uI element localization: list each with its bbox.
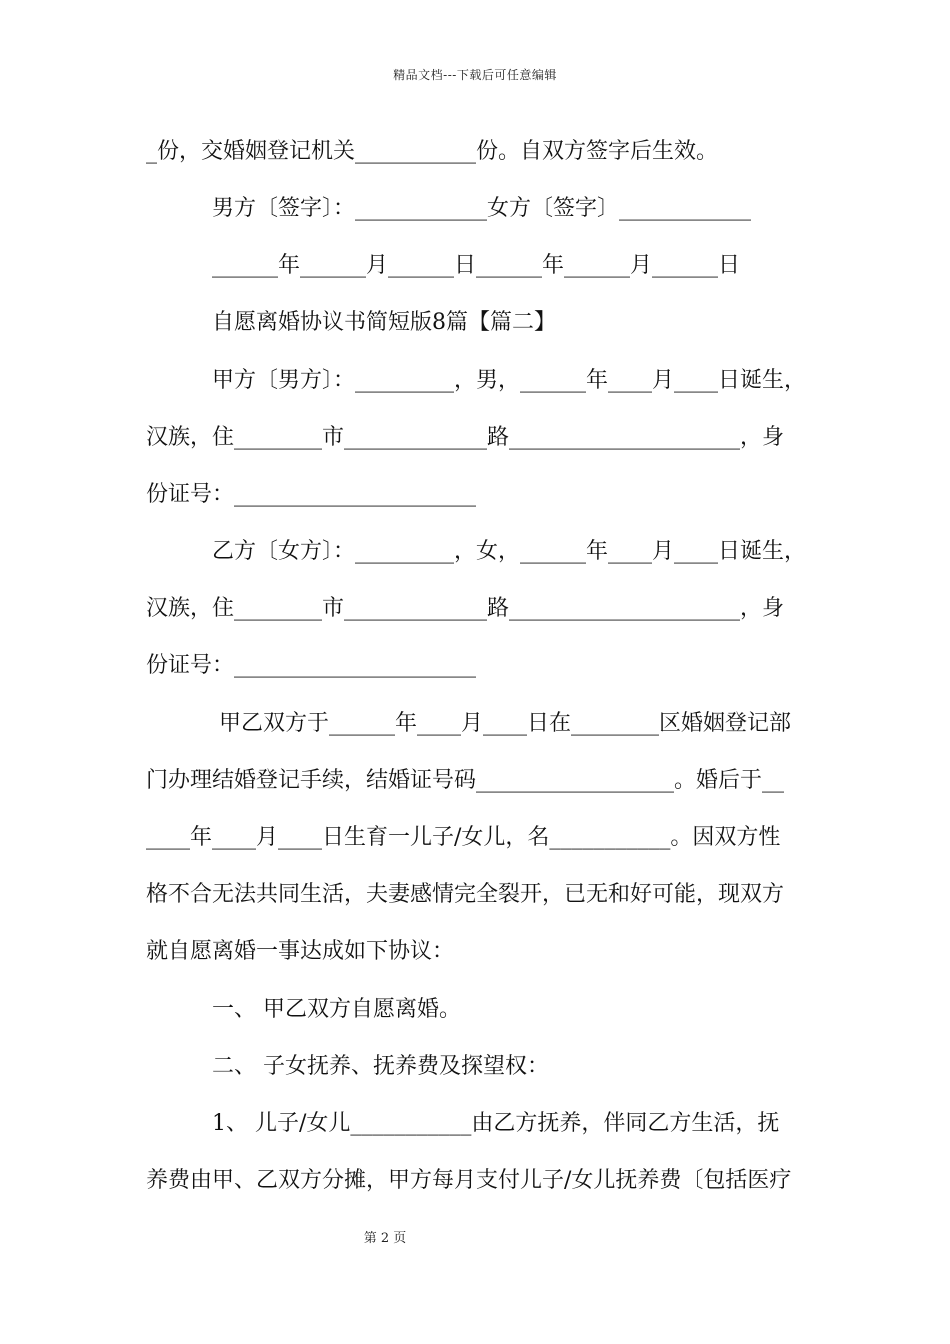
text-line: 甲方〔男方〕：_________，男，______年____月____日诞生， [212, 368, 807, 393]
text-line: 汉族，住________市_____________路_____________________，身 [146, 596, 785, 621]
clause-2: 二、 子女抚养、抚养费及探望权： [212, 1054, 549, 1079]
text-line: 乙方〔女方〕：_________，女，______年____月____日诞生， [212, 539, 807, 564]
section-title: 自愿离婚协议书简短版8篇【篇二】 [212, 310, 556, 335]
text-line: 男方〔签字〕：____________女方〔签字〕____________ [212, 196, 752, 221]
text-line: 份证号：______________________ [146, 482, 477, 507]
text-line: ______年______月______日______年______月______日 [212, 253, 741, 278]
text-line: 门办理结婚登记手续，结婚证号码__________________。婚后于__ [146, 768, 785, 793]
text-line: _份，交婚姻登记机关___________份。自双方签字后生效。 [146, 139, 719, 164]
text-line: 甲乙双方于______年____月____日在________区婚姻登记部 [212, 711, 791, 736]
text-line: ____年____月____日生育一儿子/女儿，名___________。因双方性 [146, 825, 781, 850]
text-line: 份证号：______________________ [146, 653, 477, 678]
text-line: 格不合无法共同生活，夫妻感情完全裂开，已无和好可能，现双方 [146, 882, 785, 907]
text-line: 养费由甲、乙双方分摊，甲方每月支付儿子/女儿抚养费〔包括医疗 [146, 1168, 792, 1193]
clause-1: 一、 甲乙双方自愿离婚。 [212, 997, 461, 1022]
text-line: 汉族，住________市_____________路_____________________，身 [146, 425, 785, 450]
text-line: 就自愿离婚一事达成如下协议： [146, 939, 455, 964]
clause-2-item-1: 1、 儿子/女儿___________由乙方抚养，伴同乙方生活，抚 [212, 1111, 780, 1136]
page-header: 精品文档---下载后可任意编辑 [393, 68, 557, 82]
page-number: 第 2 页 [363, 1231, 407, 1246]
